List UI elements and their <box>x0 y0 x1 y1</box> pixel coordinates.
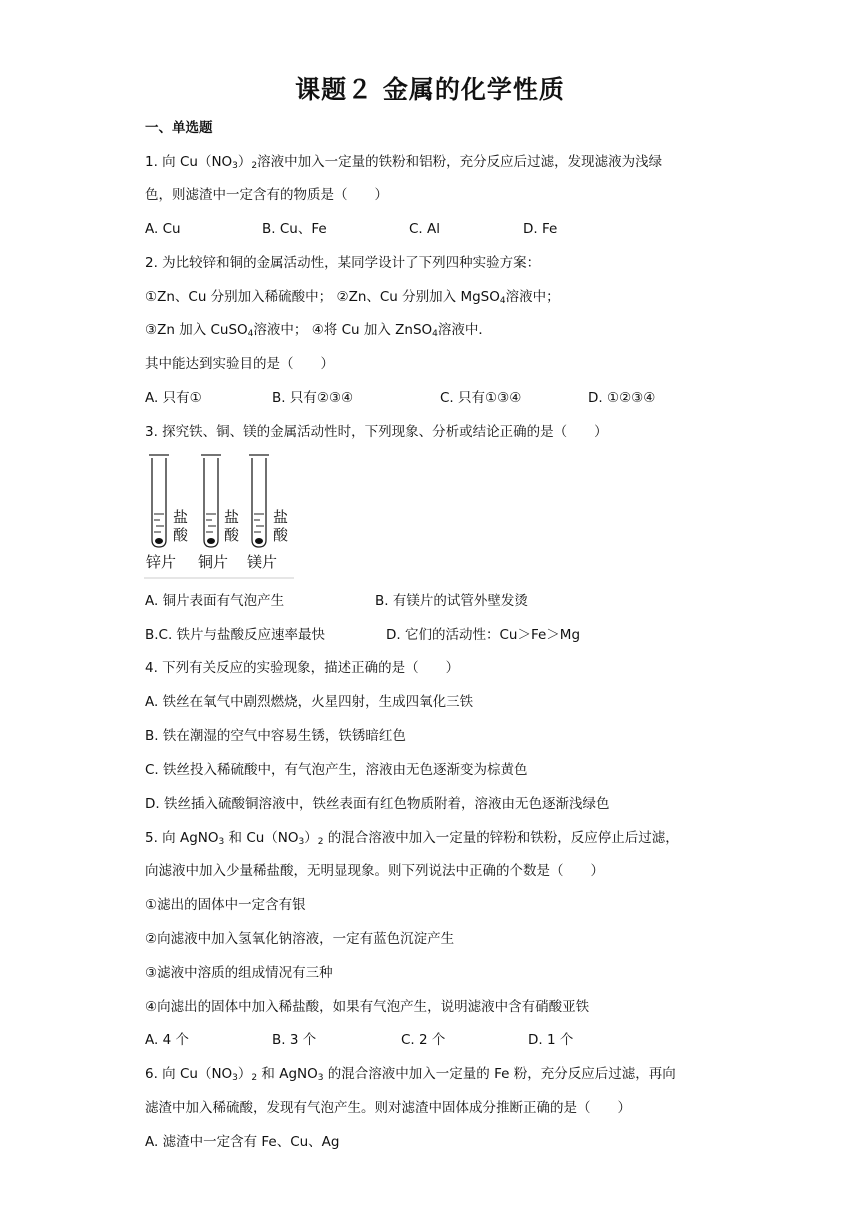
q4-option-d: D. 铁丝插入硫酸铜溶液中，铁丝表面有红色物质附着，溶液由无色逐渐浅绿色 <box>145 796 610 812</box>
q5-text-b: 和 Cu（NO <box>224 830 299 846</box>
section-heading: 一、单选题 <box>145 120 213 136</box>
q1-option-a: A. Cu <box>145 221 181 237</box>
test-tube-1 <box>149 455 169 547</box>
q5-text-d: 的混合溶液中加入一定量的锌粉和铁粉，反应停止后过滤， <box>323 830 679 846</box>
q5-option-a: A. 4 个 <box>145 1032 189 1048</box>
q2-option-b: B. 只有②③④ <box>272 390 354 406</box>
q5-statement-2: ②向滤液中加入氢氧化钠溶液，一定有蓝色沉淀产生 <box>145 931 455 947</box>
q4-option-b: B. 铁在潮湿的空气中容易生锈，铁锈暗红色 <box>145 728 406 744</box>
q2-plan-text-c: ③Zn 加入 CuSO <box>145 322 248 338</box>
q1-sub-a: 3 <box>232 161 238 171</box>
acid-label-3-bottom: 酸 <box>273 526 289 544</box>
q4-option-c: C. 铁丝投入稀硫酸中，有气泡产生，溶液由无色逐渐变为棕黄色 <box>145 762 528 778</box>
q2-plan-text-b: 溶液中； <box>505 289 560 305</box>
q2-plan-line2 <box>145 320 492 340</box>
q6-text-d: 的混合溶液中加入一定量的 Fe 粉，充分反应后过滤，再向 <box>323 1066 676 1082</box>
q5-text-c: ） <box>304 830 318 846</box>
q2-plan-sub-b: 4 <box>247 329 254 339</box>
q6-sub-a: 3 <box>232 1073 238 1083</box>
q6-text-b: ） <box>237 1066 252 1082</box>
q2-plan-sub-a: 4 <box>499 296 506 306</box>
q5-option-b: B. 3 个 <box>272 1032 317 1048</box>
q4-option-a: A. 铁丝在氧气中剧烈燃烧，火星四射，生成四氧化三铁 <box>145 694 474 710</box>
q5-option-d: D. 1 个 <box>528 1032 574 1048</box>
acid-label-1-bottom: 酸 <box>173 526 189 544</box>
q3-option-c: B.C. 铁片与盐酸反应速率最快 <box>145 627 326 643</box>
tube-label-zinc: 锌片 <box>146 553 177 571</box>
acid-label-2-top: 盐 <box>224 508 240 526</box>
q1-option-d: D. Fe <box>523 221 558 237</box>
q2-option-d: D. ①②③④ <box>588 390 656 406</box>
q1-sub-b: 2 <box>251 161 258 171</box>
acid-label-3-top: 盐 <box>273 508 289 526</box>
q1-option-b: B. Cu、Fe <box>262 221 327 237</box>
q5-text-a: 5. 向 AgNO <box>145 830 219 846</box>
acid-label-2-bottom: 酸 <box>224 526 240 544</box>
page-title: 课题２ 金属的化学性质 <box>295 75 565 104</box>
q6-sub-b: 2 <box>251 1073 258 1083</box>
q5-sub-a: 3 <box>218 837 225 847</box>
q6-text-c: 和 AgNO <box>257 1066 318 1082</box>
q1-option-c: C. Al <box>409 221 440 237</box>
tube-label-copper: 铜片 <box>198 553 229 571</box>
q2-stem-line1: 2. 为比较锌和铜的金属活动性，某同学设计了下列四种实验方案： <box>145 255 541 271</box>
q5-sub-c: 2 <box>317 837 324 847</box>
q1-stem-line2: 色，则滤渣中一定含有的物质是（ ） <box>145 187 388 203</box>
q1-text-a: 1. 向 Cu（NO <box>145 154 233 170</box>
acid-label-1-top: 盐 <box>173 508 189 526</box>
test-tube-diagram <box>144 450 304 580</box>
q2-plan-line1 <box>145 287 560 307</box>
q2-plan-sub-c: 4 <box>432 329 438 339</box>
q5-sub-b: 3 <box>298 837 305 847</box>
test-tube-2 <box>201 455 221 547</box>
q2-plan-text-e: 溶液中． <box>437 322 492 338</box>
q4-stem: 4. 下列有关反应的实验现象，描述正确的是（ ） <box>145 660 460 676</box>
q2-plan-text-a: ①Zn、Cu 分别加入稀硫酸中； ②Zn、Cu 分别加入 MgSO <box>145 289 500 305</box>
q2-option-c: C. 只有①③④ <box>440 390 522 406</box>
tube-label-magnesium: 镁片 <box>247 553 278 571</box>
q6-option-a: A. 滤渣中一定含有 Fe、Cu、Ag <box>145 1134 340 1150</box>
q2-stem-line2: 其中能达到实验目的是（ ） <box>145 356 334 372</box>
q3-option-d: D. 它们的活动性：Cu＞Fe＞Mg <box>386 627 581 643</box>
test-tube-3 <box>249 455 269 547</box>
q5-stem-line2: 向滤液中加入少量稀盐酸，无明显现象。则下列说法中正确的个数是（ ） <box>145 863 604 879</box>
q3-option-a: A. 铜片表面有气泡产生 <box>145 593 285 609</box>
q2-option-a: A. 只有① <box>145 390 202 406</box>
q5-statement-4: ④向滤出的固体中加入稀盐酸，如果有气泡产生，说明滤液中含有硝酸亚铁 <box>145 999 590 1015</box>
q3-option-b: B. 有镁片的试管外壁发烫 <box>375 593 528 609</box>
q3-stem: 3. 探究铁、铜、镁的金属活动性时，下列现象、分析或结论正确的是（ ） <box>145 424 608 440</box>
q6-text-a: 6. 向 Cu（NO <box>145 1066 233 1082</box>
q5-stem-line1 <box>145 828 679 848</box>
q1-text-c: 溶液中加入一定量的铁粉和铝粉，充分反应后过滤，发现滤液为浅绿 <box>257 154 663 170</box>
q6-stem-line2: 滤渣中加入稀硫酸，发现有气泡产生。则对滤渣中固体成分推断正确的是（ ） <box>145 1100 631 1116</box>
q6-sub-c: 3 <box>317 1073 324 1083</box>
q5-statement-1: ①滤出的固体中一定含有银 <box>145 897 306 913</box>
q2-plan-text-d: 溶液中； ④将 Cu 加入 ZnSO <box>253 322 433 338</box>
q1-text-b: ） <box>237 154 252 170</box>
q5-statement-3: ③滤液中溶质的组成情况有三种 <box>145 965 333 981</box>
q6-stem-line1 <box>145 1064 676 1084</box>
q5-option-c: C. 2 个 <box>401 1032 446 1048</box>
test-tube-figure <box>144 450 304 580</box>
q1-stem-line1 <box>145 152 662 172</box>
